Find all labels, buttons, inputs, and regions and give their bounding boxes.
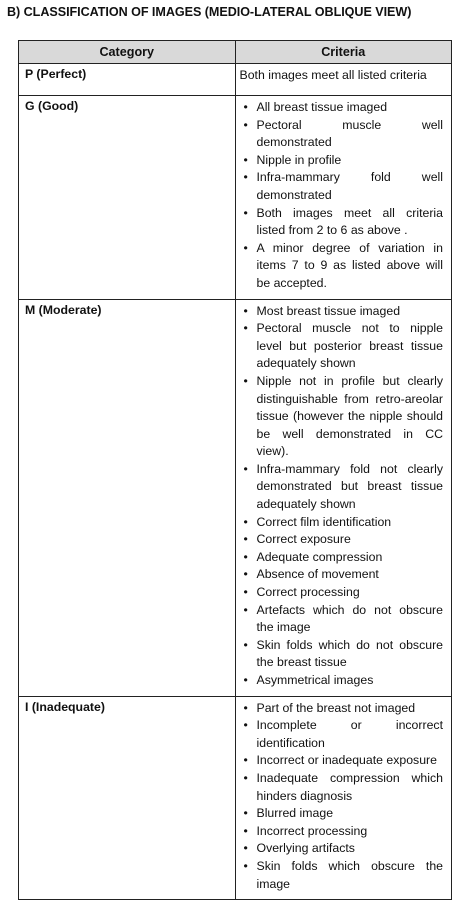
criteria-item: • Pectoral muscle not to nipple level but posterior breast tissue adequately shown bbox=[240, 320, 444, 373]
table-row bbox=[19, 64, 452, 96]
criteria-item: • All breast tissue imaged bbox=[240, 99, 444, 117]
criteria-list bbox=[240, 303, 444, 690]
criteria-item: • Correct film identification bbox=[240, 514, 444, 532]
criteria-item: • Infra-mammary fold not clearly demonstrated but breast tissue adequately shown bbox=[240, 461, 444, 514]
criteria-item: • Most breast tissue imaged bbox=[240, 303, 444, 321]
criteria-list bbox=[240, 99, 444, 293]
criteria-cell bbox=[235, 64, 452, 96]
criteria-item: • Nipple in profile bbox=[240, 152, 444, 170]
criteria-item: • Inadequate compression which hinders diagnosis bbox=[240, 770, 444, 805]
table-header-row bbox=[19, 41, 452, 64]
criteria-item: • Infra-mammary fold well demonstrated bbox=[240, 169, 444, 204]
category-cell: G (Good) bbox=[19, 96, 236, 300]
criteria-item: • A minor degree of variation in items 7 to 9 as listed above will be accepted. bbox=[240, 240, 444, 293]
category-cell: P (Perfect) bbox=[19, 64, 236, 96]
criteria-cell bbox=[235, 96, 452, 300]
criteria-item: • Nipple not in profile but clearly distinguishable from retro-areolar tissue (however the nipple should be well demonstrated in CC view). bbox=[240, 373, 444, 461]
criteria-item: • Incorrect or inadequate exposure bbox=[240, 752, 444, 770]
criteria-item: • Part of the breast not imaged bbox=[240, 700, 444, 718]
table-row bbox=[19, 696, 452, 900]
criteria-cell bbox=[235, 299, 452, 696]
criteria-item: • Correct processing bbox=[240, 584, 444, 602]
criteria-item: • Skin folds which obscure the image bbox=[240, 858, 444, 893]
column-header-category: Category bbox=[19, 41, 236, 64]
criteria-item: • Correct exposure bbox=[240, 531, 444, 549]
criteria-item: • Incomplete or incorrect identification bbox=[240, 717, 444, 752]
criteria-item: • Both images meet all criteria listed from 2 to 6 as above . bbox=[240, 205, 444, 240]
classification-table bbox=[18, 40, 452, 900]
criteria-item: • Absence of movement bbox=[240, 566, 444, 584]
criteria-item: • Incorrect processing bbox=[240, 823, 444, 841]
criteria-cell bbox=[235, 696, 452, 900]
criteria-item: • Skin folds which do not obscure the breast tissue bbox=[240, 637, 444, 672]
table-row bbox=[19, 96, 452, 300]
criteria-item: • Pectoral muscle well demonstrated bbox=[240, 117, 444, 152]
criteria-item: • Asymmetrical images bbox=[240, 672, 444, 690]
criteria-item: • Artefacts which do not obscure the image bbox=[240, 602, 444, 637]
category-cell: M (Moderate) bbox=[19, 299, 236, 696]
category-cell: I (Inadequate) bbox=[19, 696, 236, 900]
criteria-item: Both images meet all listed criteria bbox=[239, 68, 427, 82]
criteria-item: • Blurred image bbox=[240, 805, 444, 823]
table-row bbox=[19, 299, 452, 696]
section-heading: B) CLASSIFICATION OF IMAGES (MEDIO-LATERAL OBLIQUE VIEW) bbox=[7, 5, 412, 19]
criteria-list bbox=[240, 700, 444, 894]
criteria-list bbox=[240, 67, 444, 85]
criteria-item: • Adequate compression bbox=[240, 549, 444, 567]
criteria-item: • Overlying artifacts bbox=[240, 840, 444, 858]
column-header-criteria: Criteria bbox=[235, 41, 452, 64]
